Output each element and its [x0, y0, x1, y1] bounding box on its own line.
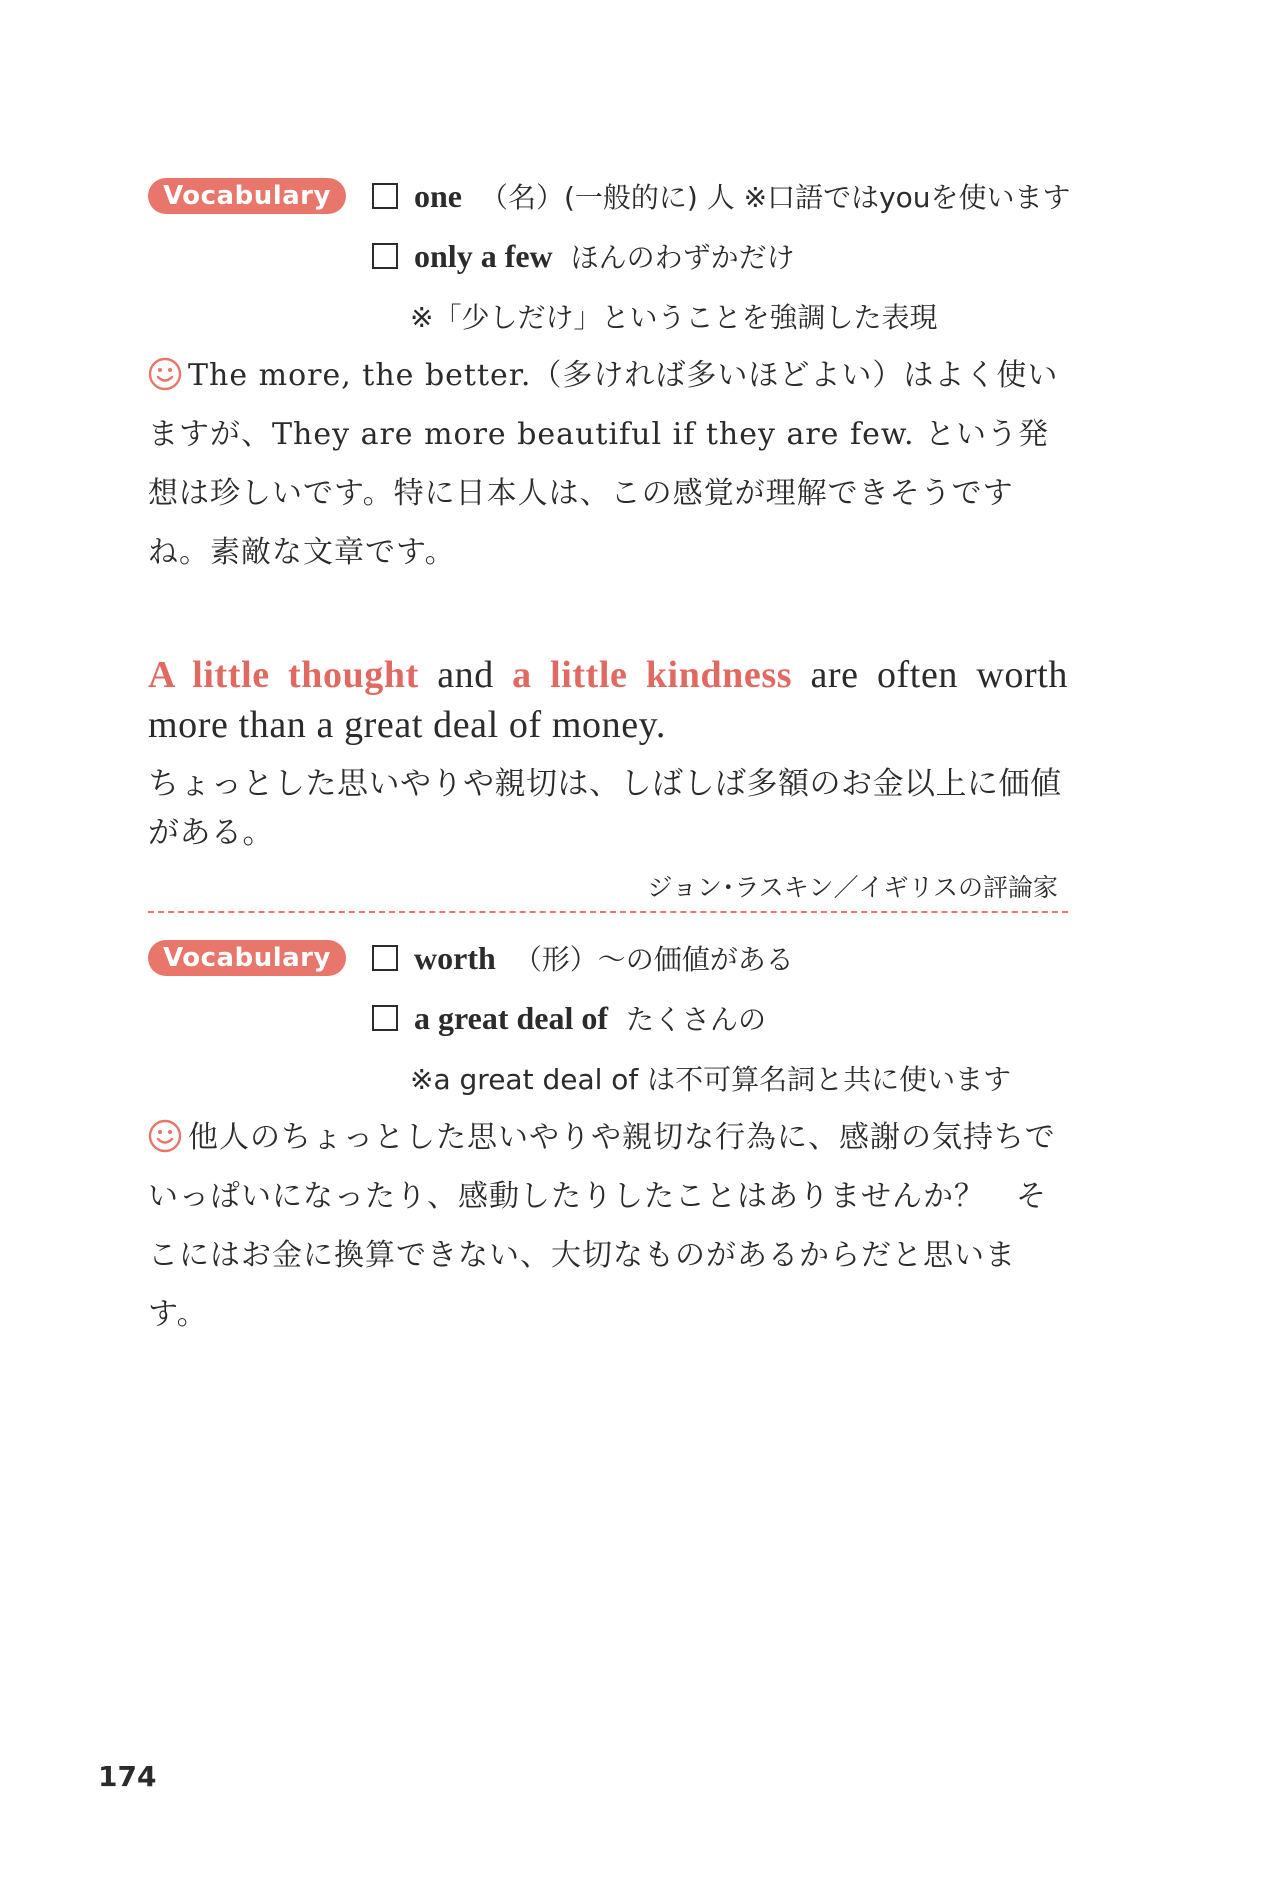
quote-english — [148, 650, 1068, 750]
smiley-icon — [148, 1119, 182, 1153]
vocab-note: ※「少しだけ」ということを強調した表現 — [410, 301, 938, 334]
vocab-item-a-great-deal-of — [372, 998, 766, 1038]
quote-translation: ちょっとした思いやりや親切は、しばしば多額のお金以上に価値がある。 — [148, 766, 1062, 851]
vocab-term: worth — [414, 939, 496, 976]
vocab-meaning: （名）(一般的に) 人 ※口語ではyouを使います — [480, 181, 1071, 214]
commentary-text: The more, the better.（多ければ多いほどよい）はよく使いますが、They are more beautiful if they are few. という発想は珍しいです。特に日本人は、この感覚が理解できそうですね。素敵な文章です。 — [148, 358, 1059, 570]
vocab-term: only a few — [414, 237, 553, 274]
vocab-item-only-a-few — [372, 236, 795, 276]
vocabulary-badge: Vocabulary — [148, 178, 346, 214]
quote-author: ジョン･ラスキン／イギリスの評論家 — [647, 873, 1058, 902]
commentary-paragraph — [148, 346, 1068, 582]
vocabulary-badge: Vocabulary — [148, 940, 346, 976]
vocab-note: ※a great deal of は不可算名詞と共に使います — [410, 1063, 1012, 1096]
smiley-icon — [148, 357, 182, 391]
vocab-term: a great deal of — [414, 999, 609, 1036]
quote-text-1: and — [418, 654, 513, 696]
vocab-term: one — [414, 177, 462, 214]
checkbox-icon[interactable] — [372, 1005, 398, 1031]
vocab-item-one — [372, 176, 1071, 216]
vocab-item-worth — [372, 938, 794, 978]
commentary-paragraph — [148, 1108, 1068, 1344]
page-number: 174 — [98, 1760, 157, 1793]
vocab-meaning: ほんのわずかだけ — [570, 241, 795, 274]
quote-text-2: are often worth more than a great deal of money. — [148, 654, 1068, 746]
dashed-divider — [148, 911, 1068, 913]
vocab-meaning: （形）～の価値がある — [513, 943, 794, 976]
quote-highlight-2: a little kindness — [512, 654, 793, 696]
quote-highlight-1: A little thought — [148, 654, 419, 696]
commentary-text: 他人のちょっとした思いやりや親切な行為に、感謝の気持ちでいっぱいになったり、感動したりしたことはありませんか？ そこにはお金に換算できない、大切なものがあるからだと思います。 — [148, 1120, 1056, 1332]
checkbox-icon[interactable] — [372, 183, 398, 209]
vocab-meaning: たくさんの — [626, 1003, 767, 1036]
checkbox-icon[interactable] — [372, 945, 398, 971]
checkbox-icon[interactable] — [372, 243, 398, 269]
